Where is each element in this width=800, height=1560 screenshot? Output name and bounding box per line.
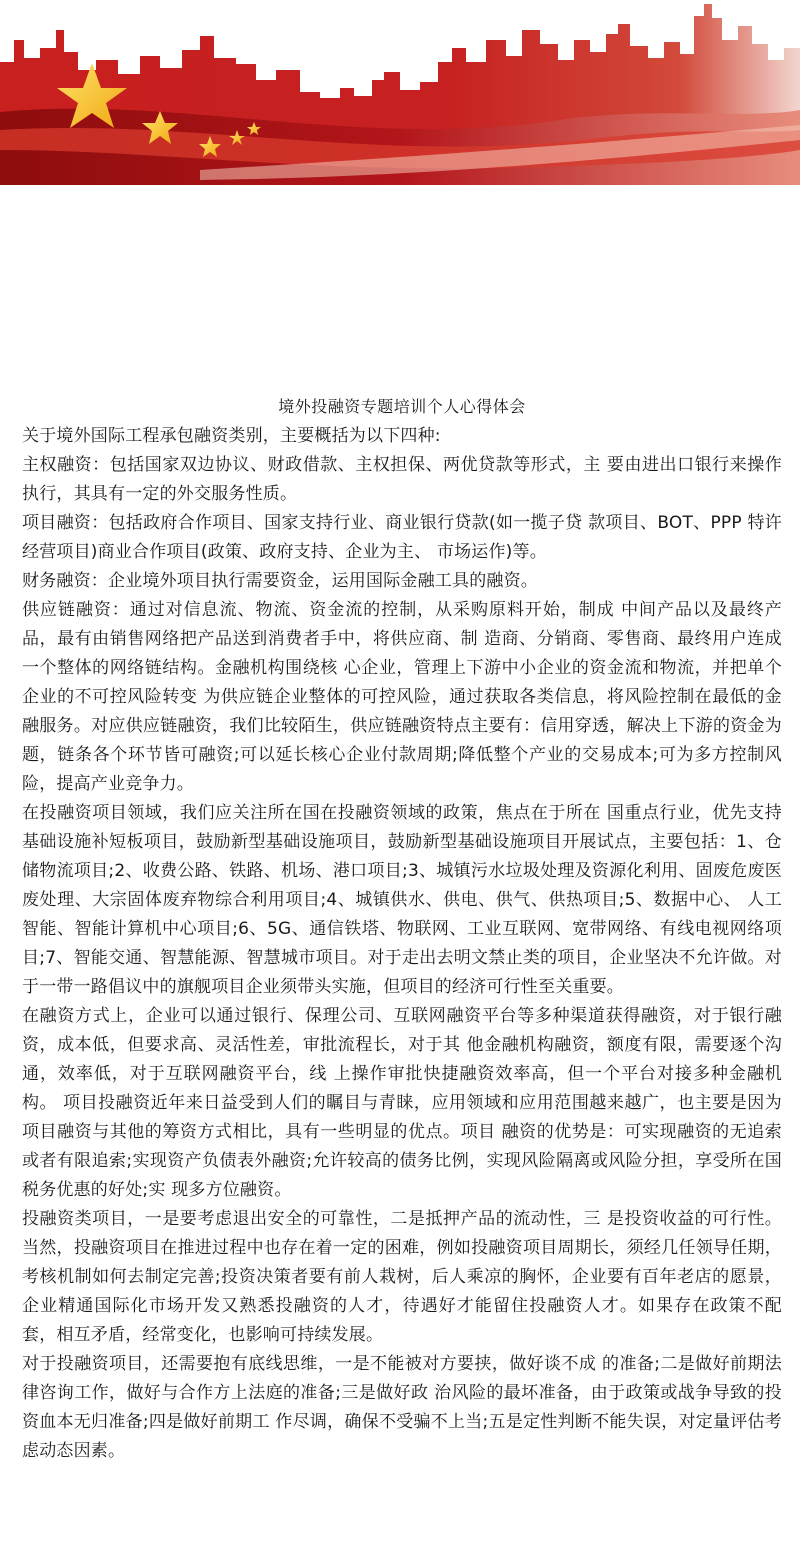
paragraph-sovereign-financing: 主权融资：包括国家双边协议、财政借款、主权担保、两优贷款等形式，主 要由进出口银行来操作执行，其具有一定的外交服务性质。 [22, 455, 782, 504]
paragraph-financial-financing: 财务融资：企业境外项目执行需要资金，运用国际金融工具的融资。 [22, 571, 538, 591]
paragraph-investment-projects: 投融资类项目，一是要考虑退出安全的可靠性，二是抵押产品的流动性，三 是投资收益的可行性。当然，投融资项目在推进过程中也存在着一定的困难，例如投融资项目周期长，须经几任领导任期，考核机制如何去制定完善;投资决策者要有前人栽树，后人乘凉的胸怀，企业要有百年老店的愿景，企业精通国际化市场开发又熟悉投融资的人才，待遇好才能留住投融资人才。如果存在政策不配 套，相互矛盾，经常变化，也影响可持续发展。 [22, 1209, 782, 1345]
paragraph-intro: 关于境外国际工程承包融资类别，主要概括为以下四种: [22, 426, 441, 446]
paragraph-bottom-line: 对于投融资项目，还需要抱有底线思维，一是不能被对方要挟，做好谈不成 的准备;二是做好前期法律咨询工作，做好与合作方上法庭的准备;三是做好政 治风险的最坏准备，由于政策或战争导致的投资血本无归准备;四是做好前期工 作尽调，确保不受骗不上当;五是定性判断不能失误，对定量评估考虑动态因素。 [22, 1354, 782, 1461]
document-body [22, 396, 782, 1466]
paragraph-investment-field: 在投融资项目领域，我们应关注所在国在投融资领域的政策，焦点在于所在 国重点行业，优先支持基础设施补短板项目，鼓励新型基础设施项目，鼓励新型基础设施项目开展试点，主要包括：1、仓储物流项目;2、收费公路、铁路、机场、港口项目;3、城镇污水垃圾处理及资源化利用、固废危废医废处理、大宗固体废弃物综合利用项目;4、城镇供水、供电、供气、供热项目;5、数据中心、 人工智能、智能计算机中心项目;6、5G、通信铁塔、物联网、工业互联网、宽带网络、有线电视网络项目;7、智能交通、智慧能源、智慧城市项目。对于走出去明文禁止类的项目，企业坚决不允许做。对于一带一路倡议中的旗舰项目企业须带头实施，但项目的经济可行性至关重要。 [22, 803, 782, 997]
paragraph-supply-chain-financing: 供应链融资：通过对信息流、物流、资金流的控制，从采购原料开始，制成 中间产品以及最终产品，最有由销售网络把产品送到消费者手中，将供应商、制 造商、分销商、零售商、最终用户连成一个整体的网络链结构。金融机构围绕核 心企业，管理上下游中小企业的资金流和物流，并把单个企业的不可控风险转变 为供应链企业整体的可控风险，通过获取各类信息，将风险控制在最低的金融服务。对应供应链融资，我们比较陌生，供应链融资特点主要有：信用穿透，解决上下游的资金为题，链条各个环节皆可融资;可以延长核心企业付款周期;降低整个产业的交易成本;可为多方控制风险，提高产业竞争力。 [22, 600, 782, 794]
paragraph-financing-methods: 在融资方式上，企业可以通过银行、保理公司、互联网融资平台等多种渠道获得融资，对于银行融资，成本低，但要求高、灵活性差，审批流程长，对于其 他金融机构融资，额度有限，需要逐个沟通，效率低，对于互联网融资平台，线 上操作审批快捷融资效率高，但一个平台对接多种金融机构。 项目投融资近年来日益受到人们的瞩目与青睐，应用领域和应用范围越来越广，也主要是因为项目融资与其他的筹资方式相比，具有一些明显的优点。项目 融资的优势是：可实现融资的无追索或者有限追索;实现资产负债表外融资;允许较高的债务比例，实现风险隔离或风险分担，享受所在国税务优惠的好处;实 现多方位融资。 [22, 1006, 782, 1200]
banner-graphic [0, 0, 800, 185]
header-banner [0, 0, 800, 185]
document-title: 境外投融资专题培训个人心得体会 [278, 397, 526, 416]
paragraph-project-financing: 项目融资：包括政府合作项目、国家支持行业、商业银行贷款(如一揽子贷 款项目、BOT、PPP 特许经营项目)商业合作项目(政策、政府支持、企业为主、 市场运作)等。 [22, 513, 782, 562]
